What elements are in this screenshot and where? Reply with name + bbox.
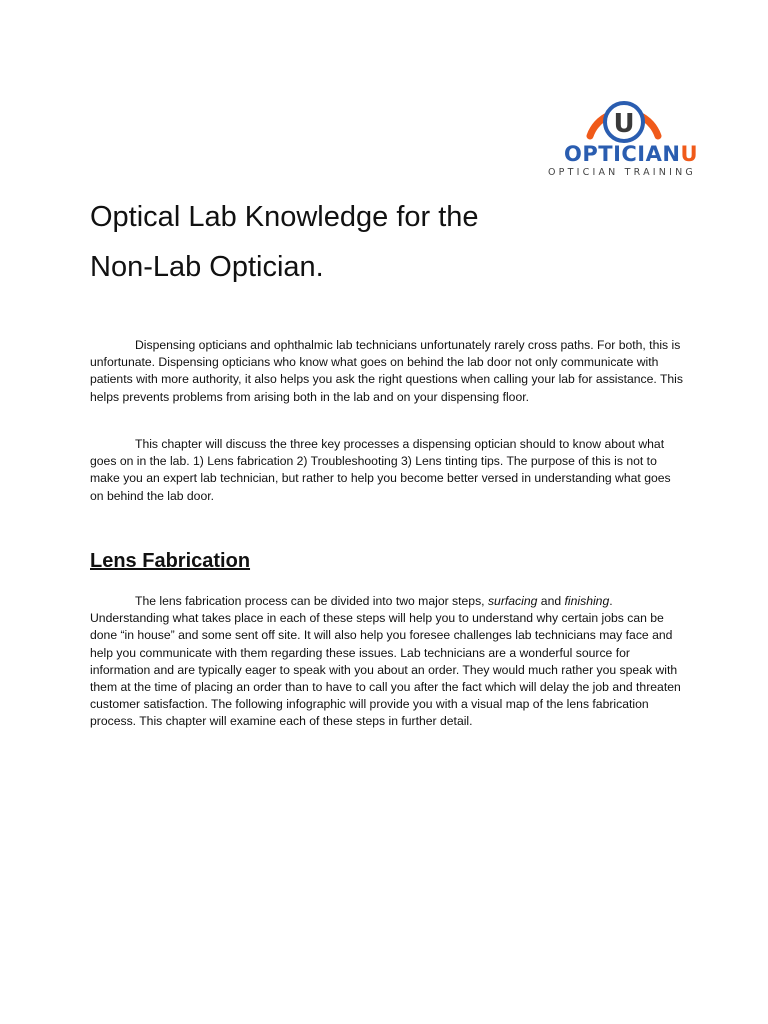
page-title-line-2: Non-Lab Optician. — [90, 251, 324, 283]
section-heading-lens-fabrication: Lens Fabrication — [90, 550, 251, 572]
page-title-line-1: Optical Lab Knowledge for the — [90, 201, 479, 233]
logo-tagline: OPTICIAN TRAINING — [548, 167, 696, 178]
term-surfacing: surfacing — [487, 594, 538, 608]
term-finishing: finishing — [564, 594, 610, 608]
logo-mark-letter: U — [613, 109, 635, 139]
intro-paragraph-1: Dispensing opticians and ophthalmic lab technicians unfortunately rarely cross paths. For both, this is unfortunate. Dispensing opticians who know what goes on behind the lab door not only communicate with patients with more authority, it also helps you ask the right questions when calling your lab for assistance. This helps prevents problems from arising both in the lab and on your dispensing floor. — [90, 338, 683, 404]
logo-word-optician: OPTICIAN — [564, 142, 681, 166]
logo-wordmark — [564, 142, 698, 166]
page-title — [90, 192, 479, 292]
lens-fabrication-paragraph — [90, 593, 684, 731]
paragraph-text-start: The lens fabrication process can be divided into two major steps, — [135, 594, 488, 608]
eye-arc-logo-icon — [584, 92, 664, 144]
intro-paragraph-2: This chapter will discuss the three key processes a dispensing optician should to know about what goes on in the lab. 1) Lens fabrication 2) Troubleshooting 3) Lens tinting tips. The purpose of this is not to make you an expert lab technician, but rather to help you become better versed in understanding what goes on behind the lab door. — [90, 437, 671, 503]
paragraph-text-and: and — [537, 594, 565, 608]
logo-word-u: U — [680, 142, 698, 166]
opticianu-logo — [548, 92, 718, 184]
paragraph-text-rest: . Understanding what takes place in each of these steps will help you to understand why certain jobs can be done “in house” and some sent off site. It will also help you foresee challenges lab technicians may face and help you communicate with them regarding these issues. Lab technicians are a wonderful source for information and are typically eager to speak with you about an order. They would much rather you speak with them at the time of placing an order than to have to call you after the fact which will delay the job and threaten customer satisfaction. The following infographic will provide you with a visual map of the lens fabrication process. This chapter will examine each of these steps in further detail. — [90, 594, 681, 729]
